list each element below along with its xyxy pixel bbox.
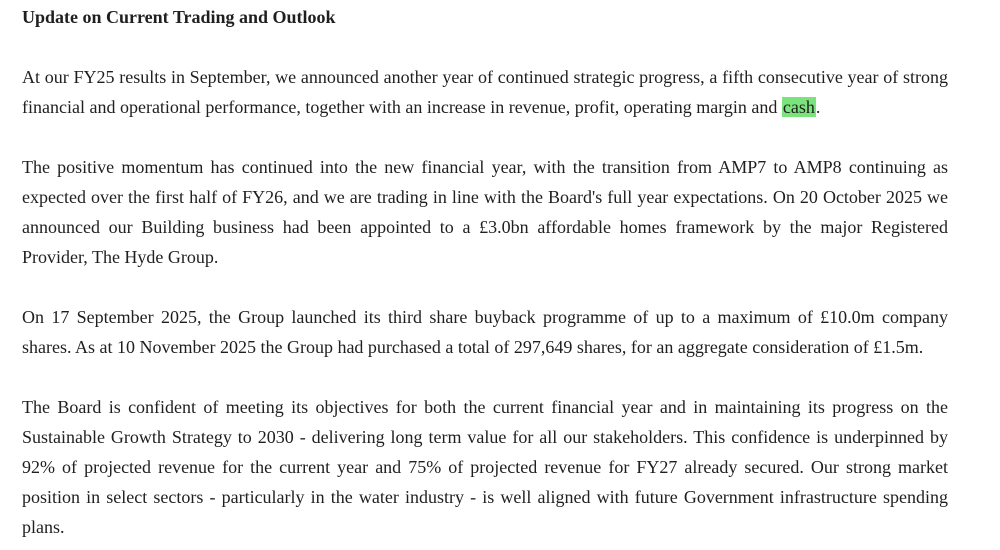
- paragraph-fy25-results: [22, 62, 948, 122]
- section-heading: Update on Current Trading and Outlook: [22, 7, 336, 27]
- paragraph-fy25-text: At our FY25 results in September, we announced another year of continued strategic progress, a fifth consecutive year of strong financial and operational performance, together with an increase in revenue, profit, operating margin and: [22, 67, 948, 117]
- paragraph-share-buyback: On 17 September 2025, the Group launched its third share buyback programme of up to a maximum of £10.0m company shares. As at 10 November 2025 the Group had purchased a total of 297,649 shares, for an aggregate consideration of £1.5m.: [22, 307, 948, 357]
- paragraph-board-outlook: The Board is confident of meeting its objectives for both the current financial year and in maintaining its progress on the Sustainable Growth Strategy to 2030 - delivering long term value for all our stakeholders. This confidence is underpinned by 92% of projected revenue for the current year and 75% of projected revenue for FY27 already secured. Our strong market position in select sectors - particularly in the water industry - is well aligned with future Government infrastructure spending plans.: [22, 397, 948, 537]
- highlighted-word-cash: cash: [782, 97, 815, 117]
- paragraph-momentum: The positive momentum has continued into the new financial year, with the transition from AMP7 to AMP8 continuing as expected over the first half of FY26, and we are trading in line with the Board's full year expectations. On 20 October 2025 we announced our Building business had been appointed to a £3.0bn affordable homes framework by the major Registered Provider, The Hyde Group.: [22, 157, 948, 267]
- paragraph-fy25-end: .: [815, 97, 821, 117]
- document-body: [22, 0, 948, 542]
